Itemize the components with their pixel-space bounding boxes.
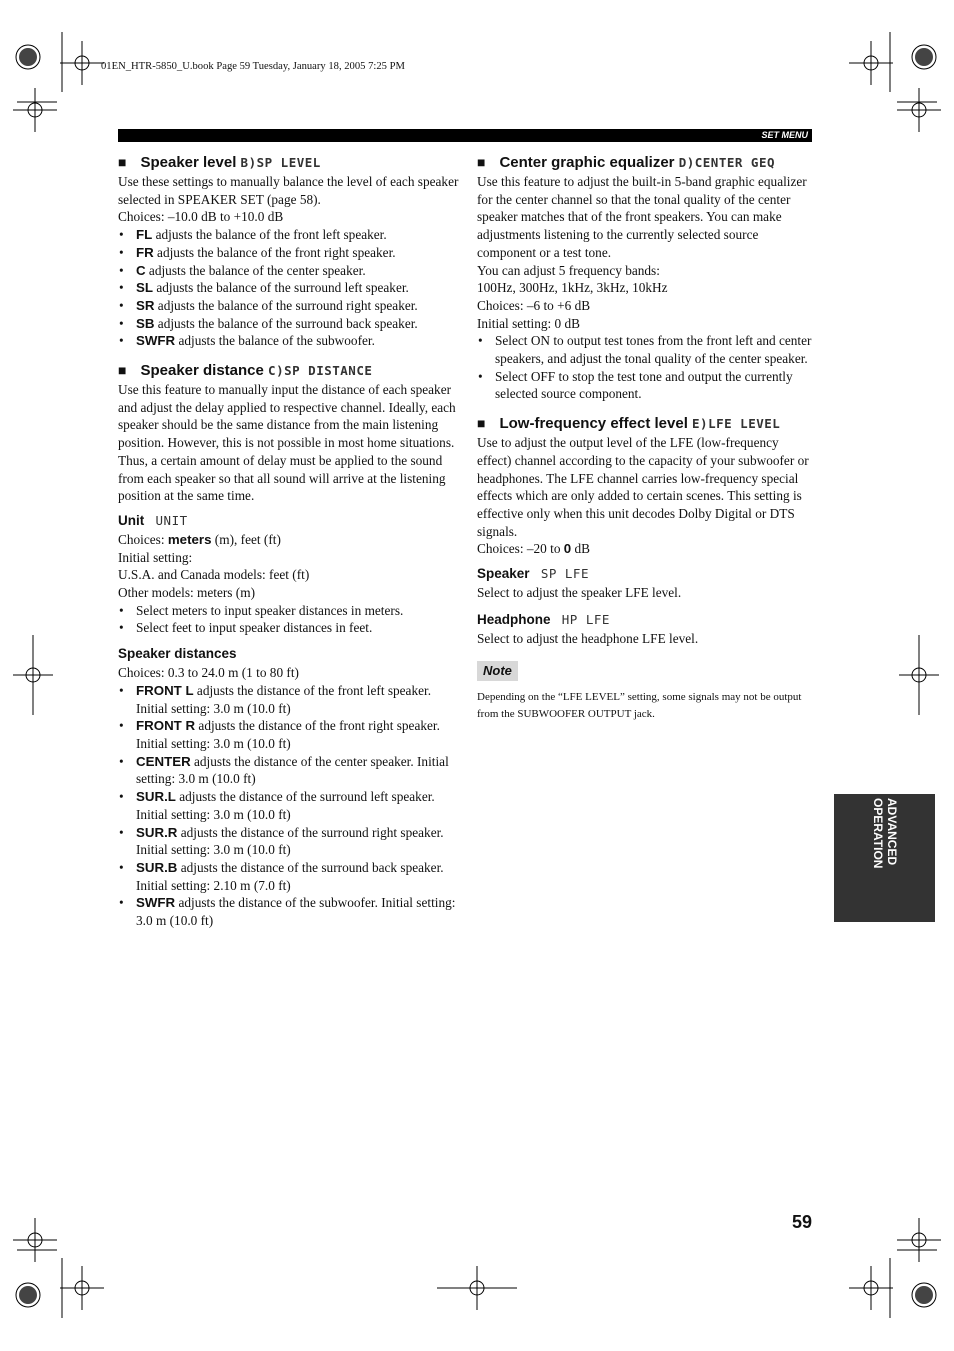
unit-initial: Initial setting: [118,549,193,565]
distances-list [118,682,463,930]
display-code: E)LFE LEVEL [692,416,781,432]
lfe-speaker-heading: Speaker SP LFE [477,566,589,582]
center-eq-heading [477,152,812,173]
square-bullet-icon: ■ [118,154,127,170]
speaker-level-list [118,226,463,350]
list-item: • SR adjusts the balance of the surround right speaker. [118,297,463,315]
list-item: • SWFR adjusts the distance of the subwoofer. Initial setting: 3.0 m (10.0 ft) [118,894,463,929]
lfe-intro: Use to adjust the output level of the LFE (low-frequency effect) channel according to the capacity of your subwoofer or headphones. The LFE channel carries low-frequency special effects which are only added to certain scenes. This setting is effective only when this unit decodes Dolby Digital or DTS signals. [477,435,809,539]
print-header: 01EN_HTR-5850_U.book Page 59 Tuesday, January 18, 2005 7:25 PM [101,61,405,72]
right-column [477,152,812,723]
list-item: • SUR.L adjusts the distance of the surround left speaker. Initial setting: 3.0 m (10.0 ft) [118,788,463,823]
center-eq-intro: Use this feature to adjust the built-in 5-band graphic equalizer for the center channel so that the tonal quality of the center speaker matches that of the front speakers. You can make adjustments listening to the currently selected source component or a test tone. [477,174,807,260]
lfe-speaker-text: Select to adjust the speaker LFE level. [477,585,682,601]
center-eq-list [477,332,812,403]
note-block [477,661,812,681]
page-number: 59 [792,1212,813,1232]
list-item: • FRONT L adjusts the distance of the front left speaker. Initial setting: 3.0 m (10.0 ft) [118,682,463,717]
list-item: • Select ON to output test tones from the front left and center speakers, and adjust the tonal quality of the center speaker. [477,332,812,367]
center-eq-initial: Initial setting: 0 dB [477,315,581,331]
speaker-distance-intro: Use this feature to manually input the distance of each speaker and adjust the delay applied to respective channel. Ideally, each speaker should be the same distance from the main listening position. However, this is not possible in most home situations. Thus, a certain amount of delay must be applied to the sound from each speaker so that all sound will arrive at the listening position at the same time. [118,382,456,504]
unit-list [118,602,463,637]
list-item: • FL adjusts the balance of the front left speaker. [118,226,463,244]
center-eq-bands-label: You can adjust 5 frequency bands: [477,262,660,278]
heading-title: Speaker distance [140,362,264,380]
note-label: Note [477,661,518,681]
square-bullet-icon: ■ [477,415,486,432]
list-item: • FRONT R adjusts the distance of the front right speaker. Initial setting: 3.0 m (10.0 ft) [118,717,463,752]
lfe-choices: Choices: –20 to 0 dB [477,541,591,557]
list-item: • SL adjusts the balance of the surround left speaker. [118,279,463,297]
list-item: • Select meters to input speaker distances in meters. [118,602,463,620]
distances-choices: Choices: 0.3 to 24.0 m (1 to 80 ft) [118,665,299,681]
display-code: C)SP DISTANCE [268,363,373,379]
speaker-level-choices: Choices: –10.0 dB to +10.0 dB [118,209,284,225]
lfe-headphone-text: Select to adjust the headphone LFE level. [477,630,699,646]
list-item: • SB adjusts the balance of the surround back speaker. [118,315,463,333]
lfe-level-heading [477,413,812,434]
speaker-level-heading [118,152,463,173]
list-item: • FR adjusts the balance of the front right speaker. [118,244,463,262]
unit-other: Other models: meters (m) [118,585,255,601]
speaker-distance-heading [118,360,463,381]
display-code: B)SP LEVEL [240,155,321,170]
heading-title: Center graphic equalizer [499,154,675,171]
unit-choices: Choices: meters (m), feet (ft) [118,531,281,547]
square-bullet-icon: ■ [118,362,127,379]
unit-heading: Unit UNIT [118,512,188,528]
display-code: D)CENTER GEQ [678,155,776,170]
speaker-level-intro: Use these settings to manually balance the level of each speaker selected in SPEAKER SET (page 58). [118,174,459,207]
unit-usa: U.S.A. and Canada models: feet (ft) [118,567,310,583]
left-column [118,152,463,930]
list-item: • SUR.B adjusts the distance of the surround back speaker. Initial setting: 2.10 m (7.0 ft) [118,859,463,894]
section-label: SET MENU [761,130,808,140]
list-item: • CENTER adjusts the distance of the center speaker. Initial setting: 3.0 m (10.0 ft) [118,753,463,788]
list-item: • SWFR adjusts the balance of the subwoofer. [118,332,463,350]
list-item: • Select OFF to stop the test tone and output the currently selected source component. [477,368,812,403]
list-item: • SUR.R adjusts the distance of the surround right speaker. Initial setting: 3.0 m (10.0 ft) [118,824,463,859]
list-item: • C adjusts the balance of the center speaker. [118,262,463,280]
heading-title: Low-frequency effect level [499,415,688,433]
lfe-headphone-heading: Headphone HP LFE [477,611,610,627]
side-tab [834,794,935,922]
list-item: • Select feet to input speaker distances in feet. [118,619,463,637]
square-bullet-icon: ■ [477,154,486,170]
note-text: Depending on the “LFE LEVEL” setting, some signals may not be output from the SUBWOOFER OUTPUT jack. [477,691,802,721]
side-tab-label: ADVANCED OPERATION [870,798,899,869]
speaker-distances-heading: Speaker distances [118,646,237,662]
heading-title: Speaker level [140,154,237,171]
center-eq-bands: 100Hz, 300Hz, 1kHz, 3kHz, 10kHz [477,280,668,296]
center-eq-choices: Choices: –6 to +6 dB [477,297,591,313]
section-bar [118,129,812,142]
